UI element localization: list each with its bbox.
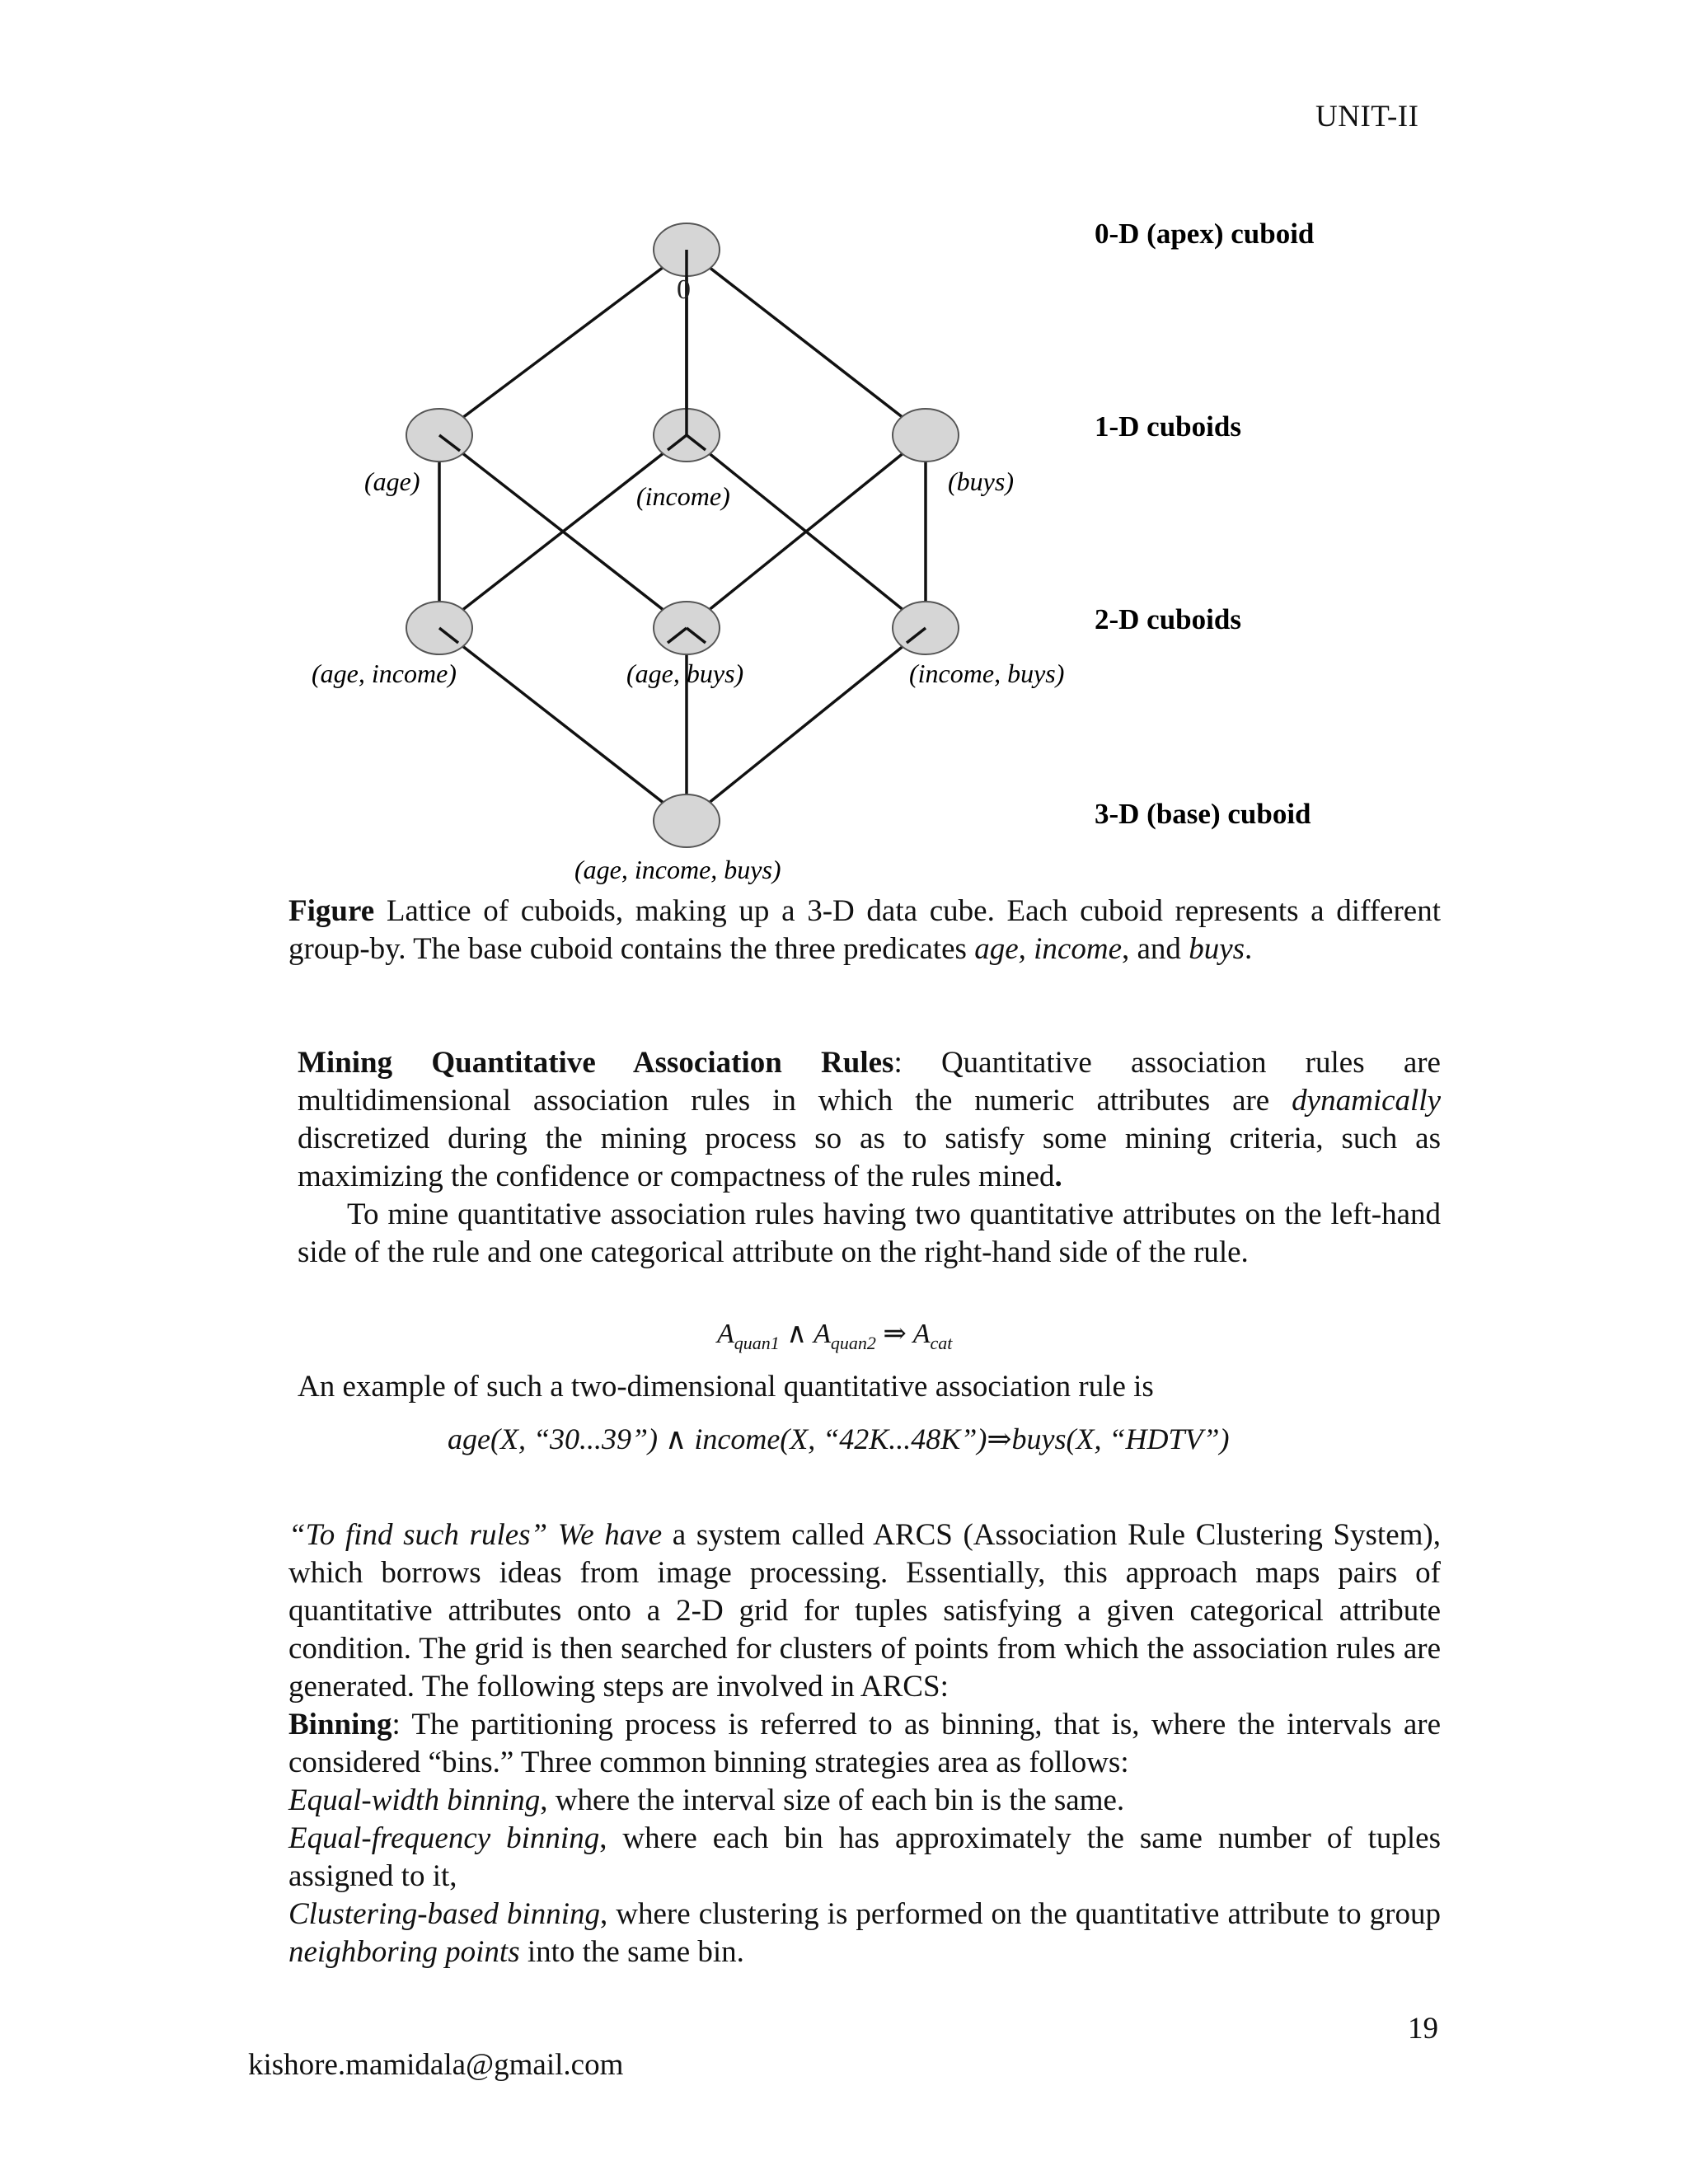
arcs-section [288,1516,1441,1971]
node-label-buys: (buys) [948,466,1014,496]
example-rule-formula: age(X, “30...39”) ∧ income(X, “42K...48K”)⇒buys(X, “HDTV”) [448,1422,1230,1455]
level-label-2d: 2-D cuboids [1095,603,1241,635]
equal-width-item: Equal-width binning, where the interval size of each bin is the same. [288,1783,1125,1817]
node-label-base: (age, income, buys) [574,855,781,884]
node-label-age-income: (age, income) [312,658,457,688]
page-number: 19 [1408,2012,1438,2046]
rule-template-formula: $A_{quan1}$ ∧ $A_{quan2}$ ⇒ $A_{cat}$ [717,1319,953,1353]
binning-paragraph: Binning: The partitioning process is referred to as binning, that is, where the intervals are considered “bins.” Three common binning strategies area as follows: [288,1708,1441,1779]
apex-label: 0 [677,274,691,305]
level-label-0d: 0-D (apex) cuboid [1095,218,1315,250]
level-label-1d: 1-D cuboids [1095,410,1241,443]
unit-header: UNIT-II [1315,100,1419,134]
node-base [654,794,720,847]
arcs-intro: “To find such rules” We have a system called ARCS (Association Rule Clustering System), which borrows ideas from image processing. Essentially, this approach maps pairs of quantitative attributes onto a 2-D grid for tuples satisfying a given categorical attribute condition. The grid is then searched for clusters of points from which the association rules are generated. The following steps are involved in ARCS: [288,1518,1441,1704]
lattice-edges [439,250,926,821]
footer-email: kishore.mamidala@gmail.com [248,2048,624,2082]
node-label-age: (age) [364,466,420,496]
mining-paragraph-2: To mine quantitative association rules having two quantitative attributes on the left-hand side of the rule and one categorical attribute on the right-hand side of the rule. [298,1197,1441,1269]
section-heading: Mining Quantitative Association Rules [298,1046,894,1080]
mining-quantitative-section [298,1044,1441,1272]
caption-bold: Figure [288,894,375,928]
node-buys [893,409,959,462]
node-label-income: (income) [636,481,730,511]
figure-caption: Figure Lattice of cuboids, making up a 3-D data cube. Each cuboid represents a different group-by. The base cuboid contains the three predicates age, income, and buys. [288,894,1441,966]
clustering-based-item: Clustering-based binning, where clustering is performed on the quantitative attribute to group neighboring points into the same bin. [288,1897,1442,1969]
mining-definition: Mining Quantitative Association Rules: Quantitative association rules are multidimensional association rules in which the numeric attributes are dynamically discretized during the mining process so as to satisfy some mining criteria, such as maximizing the confidence or compactness of the rules mined. [298,1046,1441,1193]
cuboid-lattice-figure [297,206,1368,890]
example-intro: An example of such a two-dimensional quantitative association rule is [298,1370,1154,1404]
lattice-nodes [406,223,959,847]
node-label-age-buys: (age, buys) [626,658,744,688]
equal-frequency-item: Equal-frequency binning, where each bin has approximately the same number of tuples assigned to it, [288,1821,1441,1893]
level-label-3d: 3-D (base) cuboid [1095,798,1311,830]
node-label-income-buys: (income, buys) [909,658,1065,688]
